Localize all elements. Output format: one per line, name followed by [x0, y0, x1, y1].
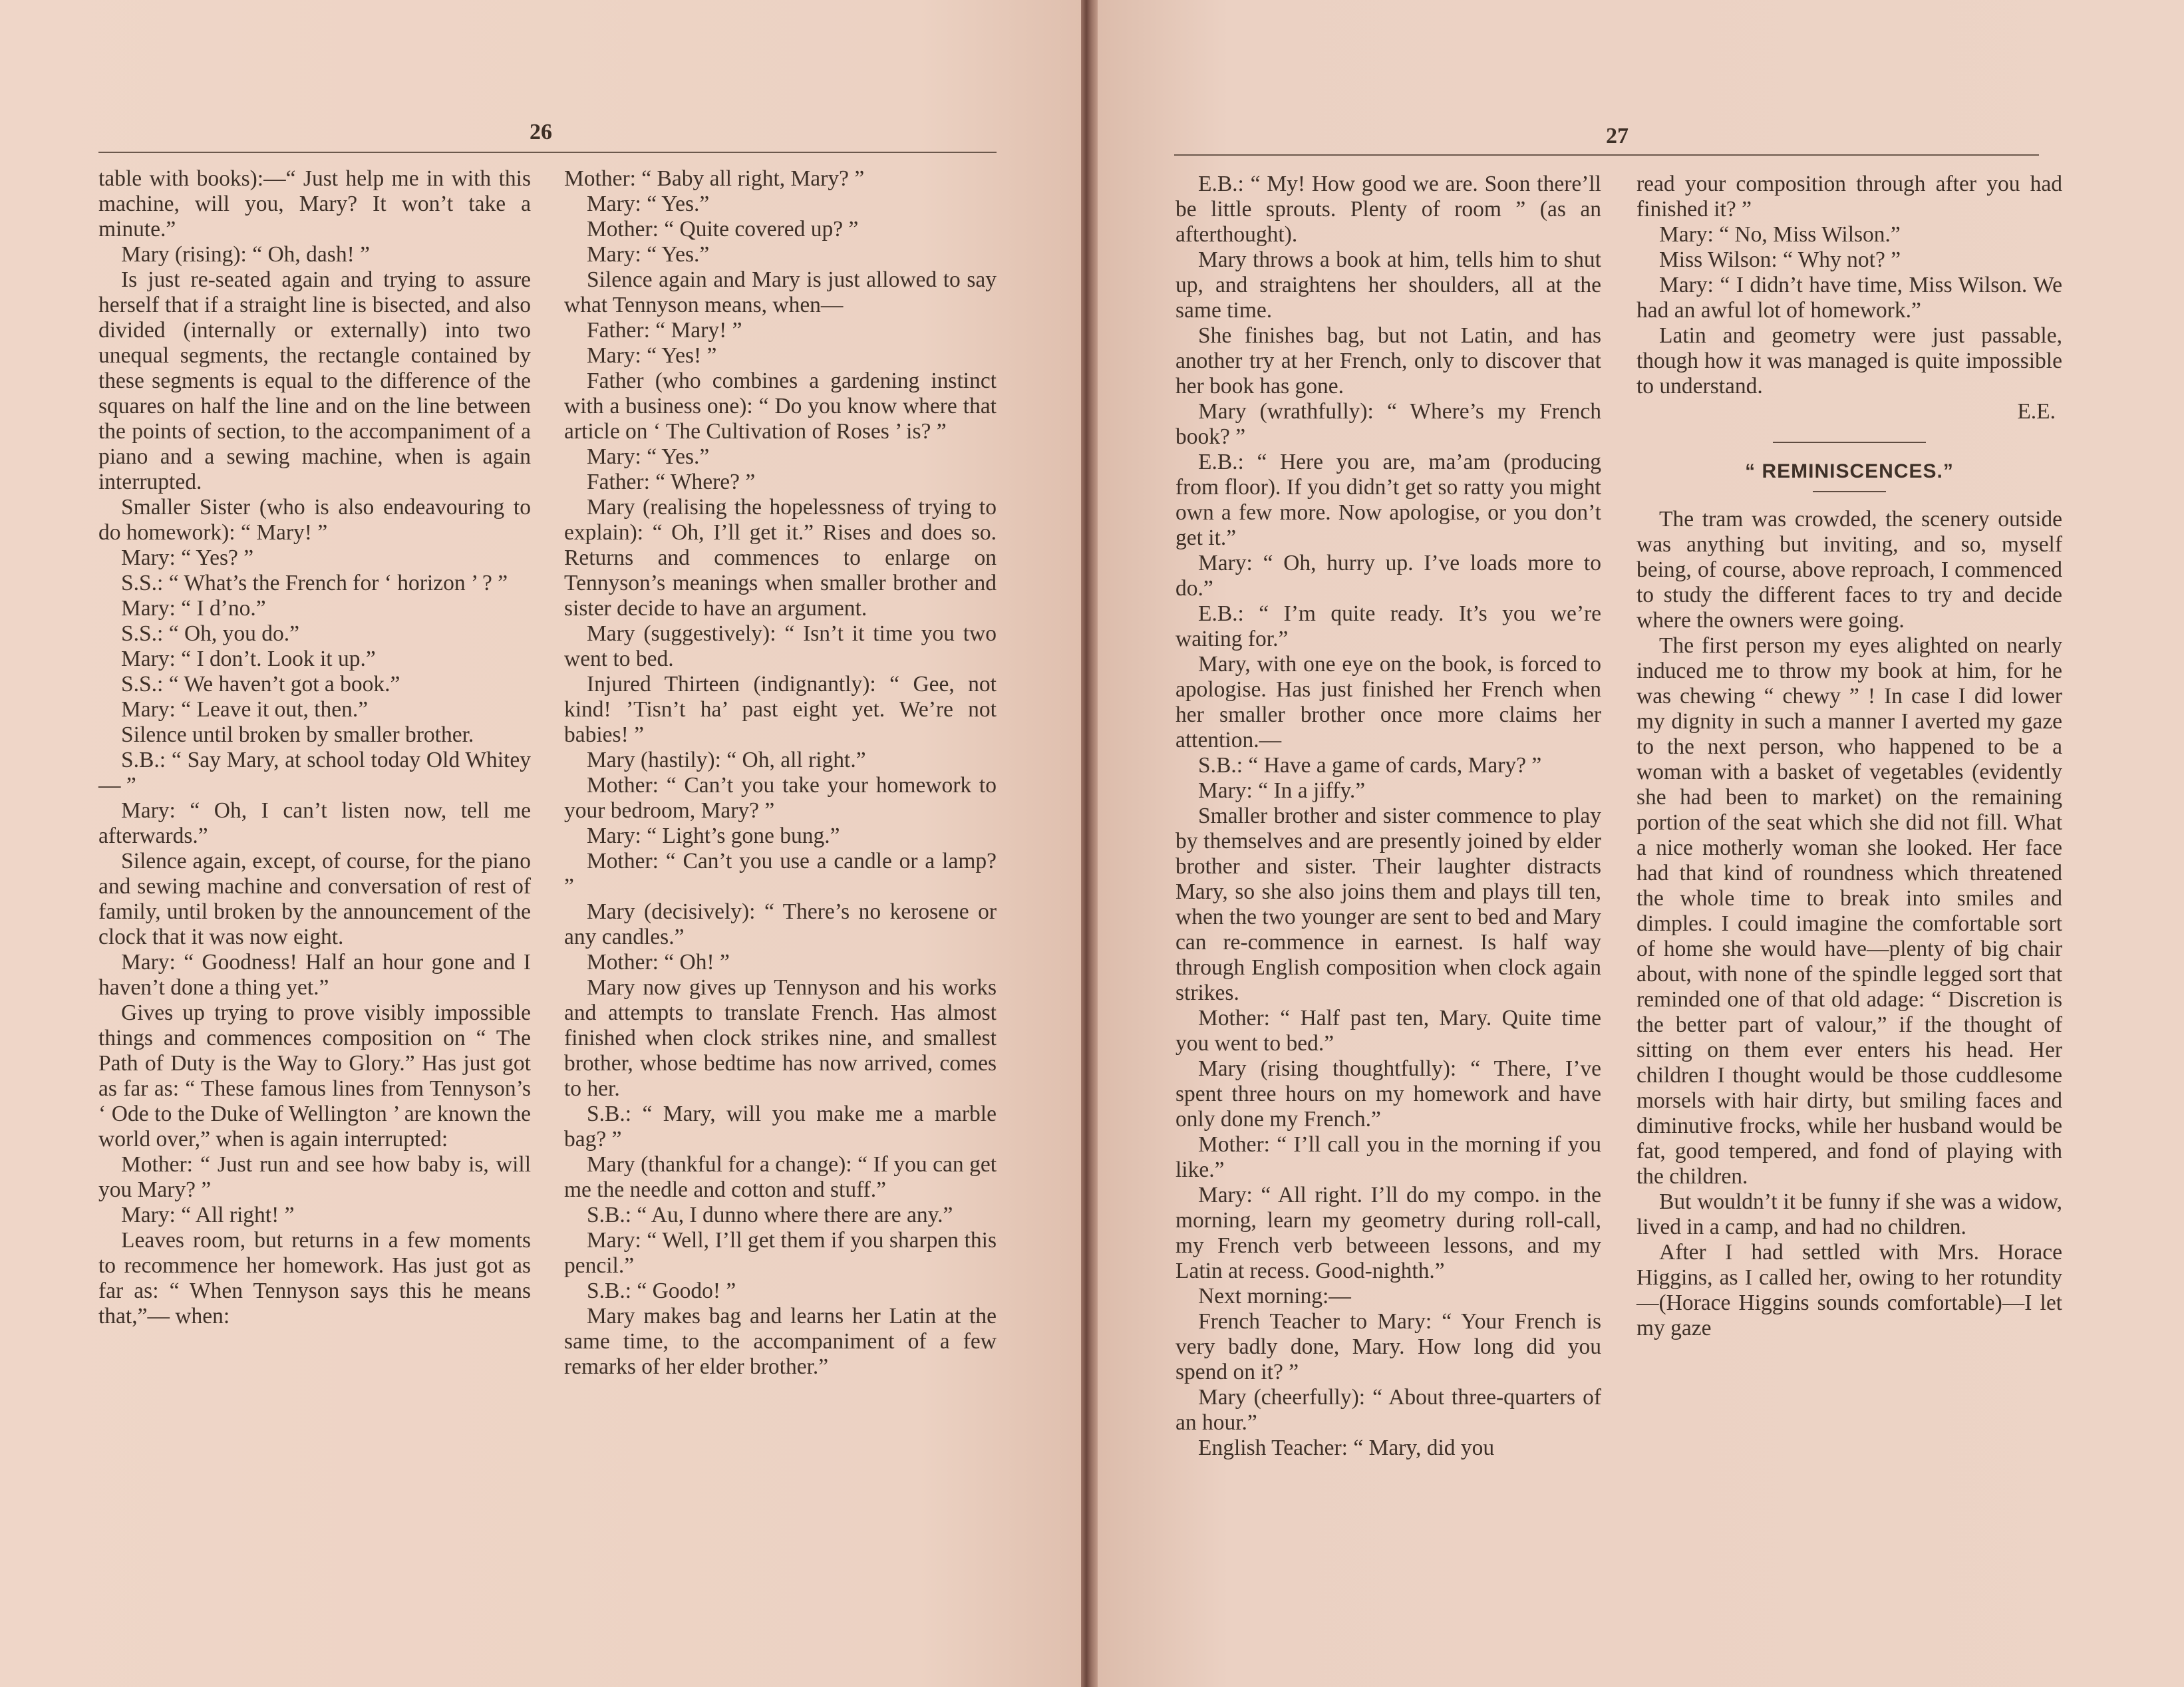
paragraph: She finishes bag, but not Latin, and has another try at her French, only to discover that her book has gone.	[1175, 323, 1601, 398]
paragraph: Injured Thirteen (indignantly): “ Gee, not kind! ’Tisn’t ha’ past eight yet. We’re not babies! ”	[564, 672, 997, 747]
paragraph: Mary: “ In a jiffy.”	[1198, 778, 1366, 803]
paragraph: Mary: “ Yes.”	[587, 242, 710, 267]
paragraph: After I had settled with Mrs. Horace Higgins, as I called her, owing to her rotundity—(Horace Higgins sounds comfortable)—I let my gaze	[1637, 1239, 2062, 1340]
paragraph: Mary (cheerfully): “ About three-quarters of an hour.”	[1175, 1385, 1601, 1435]
paragraph: S.B.: “ Au, I dunno where there are any.”	[587, 1203, 953, 1227]
paragraph: table with books):—“ Just help me in with this machine, will you, Mary? It won’t take a minute.”	[98, 166, 531, 241]
right-page	[1098, 0, 2184, 1687]
paragraph: Smaller Sister (who is also endeavouring to do homework): “ Mary! ”	[98, 495, 531, 545]
paragraph: Miss Wilson: “ Why not? ”	[1659, 247, 1901, 272]
paragraph: Mother: “ Can’t you take your homework to your bedroom, Mary? ”	[564, 773, 997, 823]
paragraph: Mary: “ Light’s gone bung.”	[587, 824, 840, 848]
paragraph: Mary (decisively): “ There’s no kerosene or any candles.”	[564, 899, 997, 949]
paragraph: The first person my eyes alighted on nearly induced me to throw my book at him, for he was chewing “ chewy ” ! In case I did lower my dignity in such a manner I averted my gaze to the next person, who happened to be a woman with a basket of vegetables (evidently she had been to market) on the remaining portion of the seat which she did not fill. What a nice motherly woman she looked. Her face had that kind of roundness which threatened the whole time to break into smiles and dimples. I could imagine the comfortable sort of home she would have—plenty of big chair about, with none of the spindle legged sort that reminded one of that old adage: “ Discretion is the better part of valour,” if the thought of sitting on them ever enters his head. Her children I thought would be those cuddlesome morsels with hair dirty, but smiling faces and diminutive frocks, while her husband would be fat, good tempered, and fond of playing with the children.	[1637, 633, 2062, 1189]
paragraph: Mary: “ Oh, hurry up. I’ve loads more to do.”	[1175, 551, 1601, 601]
paragraph: E.B.: “ My! How good we are. Soon there’ll be little sprouts. Plenty of room ” (as an afterthought).	[1175, 172, 1601, 247]
paragraph: Mary (rising thoughtfully): “ There, I’ve spent three hours on my homework and have only done my French.”	[1175, 1056, 1601, 1132]
paragraph: But wouldn’t it be funny if she was a widow, lived in a camp, and had no children.	[1637, 1189, 2062, 1239]
paragraph: Mary: “ Yes.”	[587, 444, 710, 469]
text-column-left	[1175, 172, 1601, 1461]
page-number: 26	[530, 120, 552, 144]
paragraph: Mary: “ All right! ”	[121, 1203, 295, 1227]
paragraph: Silence again, except, of course, for the piano and sewing machine and conversation of rest of family, until broken by the announcement of the clock that it was now eight.	[98, 849, 531, 949]
paragraph: Mother: “ Half past ten, Mary. Quite time you went to bed.”	[1175, 1006, 1601, 1056]
paragraph: Father: “ Mary! ”	[587, 318, 742, 343]
text-column-left	[98, 166, 531, 1329]
paragraph: Mother: “ Baby all right, Mary? ”	[564, 166, 865, 191]
paragraph: Mary (realising the hopelessness of trying to explain): “ Oh, I’ll get it.” Rises and does so. Returns and commences to enlarge on Tennyson’s meanings when smaller brother and sister decide to have an argument.	[564, 495, 997, 621]
paragraph: Mary: “ I didn’t have time, Miss Wilson. We had an awful lot of homework.”	[1637, 273, 2062, 323]
paragraph: Father (who combines a gardening instinct with a business one): “ Do you know where that article on ‘ The Cultivation of Roses ’ is? ”	[564, 369, 997, 444]
header-rule	[98, 152, 997, 153]
paragraph: Smaller brother and sister commence to play by themselves and are presently joined by elder brother and sister. Their laughter distracts Mary, so she also joins them and plays till ten, when the two younger are sent to bed and Mary can re-commence in earnest. Is half way through English composition when clock again strikes.	[1175, 804, 1601, 1005]
paragraph: Mother: “ Just run and see how baby is, will you Mary? ”	[98, 1152, 531, 1202]
paragraph: Mary (rising): “ Oh, dash! ”	[121, 242, 370, 267]
text-column-right	[1637, 172, 2062, 1341]
text-column-right	[564, 166, 997, 1380]
header-rule	[1174, 154, 2039, 156]
page-number: 27	[1606, 124, 1629, 148]
paragraph: Mary: “ I d’no.”	[121, 596, 266, 621]
paragraph: French Teacher to Mary: “ Your French is very badly done, Mary. How long did you spend on it? ”	[1175, 1309, 1601, 1384]
paragraph: Mary makes bag and learns her Latin at the same time, to the accompaniment of a few remarks of her elder brother.”	[564, 1304, 997, 1379]
heading-underline	[1813, 491, 1886, 492]
paragraph: S.B.: “ Have a game of cards, Mary? ”	[1198, 753, 1542, 778]
paragraph: Mary: “ No, Miss Wilson.”	[1659, 222, 1901, 247]
paragraph: Mary: “ Well, I’ll get them if you sharpen this pencil.”	[564, 1228, 997, 1278]
paragraph: Silence again and Mary is just allowed to say what Tennyson means, when—	[564, 267, 997, 317]
reminiscences-text	[1637, 507, 2062, 1341]
paragraph: English Teacher: “ Mary, did you	[1198, 1436, 1495, 1460]
paragraph: Father: “ Where? ”	[587, 470, 756, 494]
paragraph: Gives up trying to prove visibly impossible things and commences composition on “ The Path of Duty is the Way to Glory.” Has just got as far as: “ These famous lines from Tennyson’s ‘ Ode to the Duke of Wellington ’ are known the world over,” when is again interrupted:	[98, 1000, 531, 1151]
paragraph: Mother: “ I’ll call you in the morning if you like.”	[1175, 1132, 1601, 1182]
paragraph: Mary: “ I don’t. Look it up.”	[121, 647, 376, 671]
paragraph: Mary: “ Yes.”	[587, 192, 710, 216]
paragraph: Mary: “ Goodness! Half an hour gone and I haven’t done a thing yet.”	[98, 950, 531, 1000]
author-initials: E.E.	[2017, 399, 2056, 424]
paragraph: Mary: “ Yes! ”	[587, 343, 717, 368]
paragraph: Latin and geometry were just passable, though how it was managed is quite impossible to understand.	[1637, 323, 2062, 398]
paragraph: Mary: “ Yes? ”	[121, 545, 254, 570]
paragraph: Mary (hastily): “ Oh, all right.”	[587, 748, 866, 772]
paragraph: E.B.: “ Here you are, ma’am (producing from floor). If you didn’t get so ratty you might own a few more. Now apologise, or you don’t get it.”	[1175, 450, 1601, 550]
paragraph: Mary: “ Oh, I can’t listen now, tell me afterwards.”	[98, 798, 531, 848]
paragraph: Mother: “ Can’t you use a candle or a lamp? ”	[564, 849, 997, 899]
paragraph: Is just re-seated again and trying to assure herself that if a straight line is bisected, and also divided (internally or externally) into two unequal segments, the rectangle contained by these segments is equal to the difference of the squares on half the line and on the line between the points of section, to the accompaniment of a piano and a sewing machine, when is again interrupted.	[98, 267, 531, 494]
paragraph: E.B.: “ I’m quite ready. It’s you we’re waiting for.”	[1175, 601, 1601, 651]
left-page	[0, 0, 1081, 1687]
paragraph: Mary: “ All right. I’ll do my compo. in the morning, learn my geometry during roll-call, my French verb betweeen lessons, and my Latin at recess. Good-nighth.”	[1175, 1183, 1601, 1283]
paragraph: Mary now gives up Tennyson and his works and attempts to translate French. Has almost finished when clock strikes nine, and smallest brother, whose bedtime has now arrived, comes to her.	[564, 975, 997, 1101]
section-divider	[1773, 442, 1926, 443]
paragraph: Mother: “ Quite covered up? ”	[587, 217, 859, 241]
paragraph: Mary (thankful for a change): “ If you can get me the needle and cotton and stuff.”	[564, 1152, 997, 1202]
paragraph: S.S.: “ We haven’t got a book.”	[121, 672, 400, 696]
paragraph: Mary (suggestively): “ Isn’t it time you two went to bed.	[564, 621, 997, 671]
paragraph: Mary, with one eye on the book, is forced to apologise. Has just finished her French when her smaller brother once more claims her attention.—	[1175, 652, 1601, 752]
paragraph: Mary throws a book at him, tells him to shut up, and straightens her shoulders, all at the same time.	[1175, 247, 1601, 323]
paragraph: Leaves room, but returns in a few moments to recommence her homework. Has just got as far as: “ When Tennyson says this he means that,”— when:	[98, 1228, 531, 1328]
paragraph: Mary (wrathfully): “ Where’s my French book? ”	[1175, 399, 1601, 449]
paragraph: Silence until broken by smaller brother.	[121, 722, 474, 747]
paragraph: read your composition through after you had finished it? ”	[1637, 172, 2062, 222]
paragraph: S.B.: “ Say Mary, at school today Old Whitey— ”	[98, 748, 531, 798]
paragraph: S.S.: “ Oh, you do.”	[121, 621, 299, 646]
section-heading: “ REMINISCENCES.”	[1745, 460, 1954, 482]
paragraph: Next morning:—	[1198, 1284, 1351, 1308]
story-ending	[1637, 172, 2062, 399]
paragraph: S.B.: “ Goodo! ”	[587, 1279, 736, 1303]
paragraph: Mary: “ Leave it out, then.”	[121, 697, 369, 722]
paragraph: The tram was crowded, the scenery outside was anything but inviting, and so, myself being, of course, above reproach, I commenced to study the different faces to try and decide where the owners were going.	[1637, 506, 2062, 633]
paragraph: S.S.: “ What’s the French for ‘ horizon ’ ? ”	[121, 571, 508, 595]
paragraph: S.B.: “ Mary, will you make me a marble bag? ”	[564, 1102, 997, 1151]
paragraph: Mother: “ Oh! ”	[587, 950, 730, 975]
